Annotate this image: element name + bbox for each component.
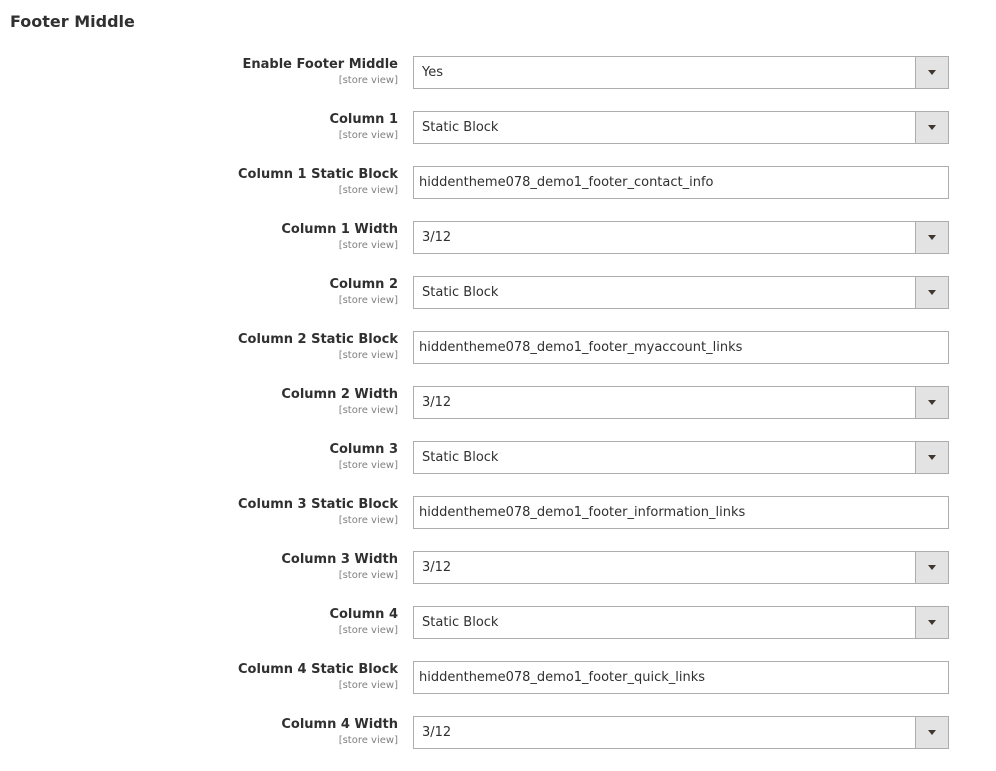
field-label: Column 4 (329, 607, 398, 622)
field-label-group (98, 386, 398, 417)
field-label-group (98, 606, 398, 637)
field-label-group (98, 331, 398, 362)
select-value: 3/12 (422, 725, 452, 740)
scope-label: [store view] (338, 240, 398, 251)
field-row-column-3 (0, 441, 996, 496)
scope-label: [store view] (338, 130, 398, 141)
field-label: Column 3 (329, 442, 398, 457)
scope-label: [store view] (338, 75, 398, 86)
field-label-group (98, 716, 398, 747)
column-3-static-block-input[interactable] (413, 496, 949, 529)
column-1-width-select[interactable] (413, 221, 949, 254)
field-label: Column 3 Width (281, 552, 398, 567)
select-value: Yes (422, 65, 443, 80)
select-value: Static Block (422, 450, 499, 465)
field-label: Column 4 Width (281, 717, 398, 732)
select-value: 3/12 (422, 230, 452, 245)
input-value: hiddentheme078_demo1_footer_myaccount_links (419, 340, 743, 355)
field-label-group (98, 111, 398, 142)
scope-label: [store view] (338, 570, 398, 581)
column-4-static-block-input[interactable] (413, 661, 949, 694)
field-row-column-2-static-block (0, 331, 996, 386)
field-label: Column 4 Static Block (238, 662, 398, 677)
column-3-select[interactable] (413, 441, 949, 474)
select-value: Static Block (422, 120, 499, 135)
field-row-column-3-width (0, 551, 996, 606)
column-4-width-select[interactable] (413, 716, 949, 749)
field-label-group (98, 661, 398, 692)
field-label: Column 2 Static Block (238, 332, 398, 347)
field-row-column-2-width (0, 386, 996, 441)
column-2-select[interactable] (413, 276, 949, 309)
column-4-select[interactable] (413, 606, 949, 639)
field-label: Column 2 Width (281, 387, 398, 402)
chevron-down-icon[interactable] (915, 607, 948, 638)
column-1-static-block-input[interactable] (413, 166, 949, 199)
field-row-enable-footer-middle (0, 56, 996, 111)
enable-footer-middle-select[interactable] (413, 56, 949, 89)
input-value: hiddentheme078_demo1_footer_information_links (419, 505, 746, 520)
chevron-down-icon[interactable] (915, 717, 948, 748)
scope-label: [store view] (338, 625, 398, 636)
scope-label: [store view] (338, 405, 398, 416)
select-value: Static Block (422, 285, 499, 300)
field-label-group (98, 166, 398, 197)
input-value: hiddentheme078_demo1_footer_quick_links (419, 670, 706, 685)
field-label-group (98, 441, 398, 472)
chevron-down-icon[interactable] (915, 442, 948, 473)
field-row-column-1-width (0, 221, 996, 276)
scope-label: [store view] (338, 515, 398, 526)
chevron-down-icon[interactable] (915, 552, 948, 583)
scope-label: [store view] (338, 680, 398, 691)
select-value: 3/12 (422, 560, 452, 575)
column-2-static-block-input[interactable] (413, 331, 949, 364)
field-row-column-4-static-block (0, 661, 996, 716)
field-label: Column 1 Width (281, 222, 398, 237)
scope-label: [store view] (338, 350, 398, 361)
field-label-group (98, 221, 398, 252)
field-row-column-2 (0, 276, 996, 331)
field-label-group (98, 551, 398, 582)
scope-label: [store view] (338, 735, 398, 746)
field-label-group (98, 56, 398, 87)
field-label: Enable Footer Middle (242, 57, 398, 72)
field-label: Column 1 Static Block (238, 167, 398, 182)
field-row-column-4 (0, 606, 996, 661)
input-value: hiddentheme078_demo1_footer_contact_info (419, 175, 714, 190)
field-row-column-4-width (0, 716, 996, 771)
column-3-width-select[interactable] (413, 551, 949, 584)
column-1-select[interactable] (413, 111, 949, 144)
select-value: Static Block (422, 615, 499, 630)
field-label: Column 1 (329, 112, 398, 127)
field-row-column-1 (0, 111, 996, 166)
column-2-width-select[interactable] (413, 386, 949, 419)
chevron-down-icon[interactable] (915, 112, 948, 143)
field-row-column-3-static-block (0, 496, 996, 551)
scope-label: [store view] (338, 295, 398, 306)
field-row-column-1-static-block (0, 166, 996, 221)
chevron-down-icon[interactable] (915, 387, 948, 418)
field-label-group (98, 496, 398, 527)
scope-label: [store view] (338, 460, 398, 471)
select-value: 3/12 (422, 395, 452, 410)
chevron-down-icon[interactable] (915, 277, 948, 308)
field-label: Column 2 (329, 277, 398, 292)
chevron-down-icon[interactable] (915, 222, 948, 253)
field-label: Column 3 Static Block (238, 497, 398, 512)
section-title: Footer Middle (10, 12, 135, 31)
scope-label: [store view] (338, 185, 398, 196)
config-form (0, 56, 996, 771)
chevron-down-icon[interactable] (915, 57, 948, 88)
field-label-group (98, 276, 398, 307)
